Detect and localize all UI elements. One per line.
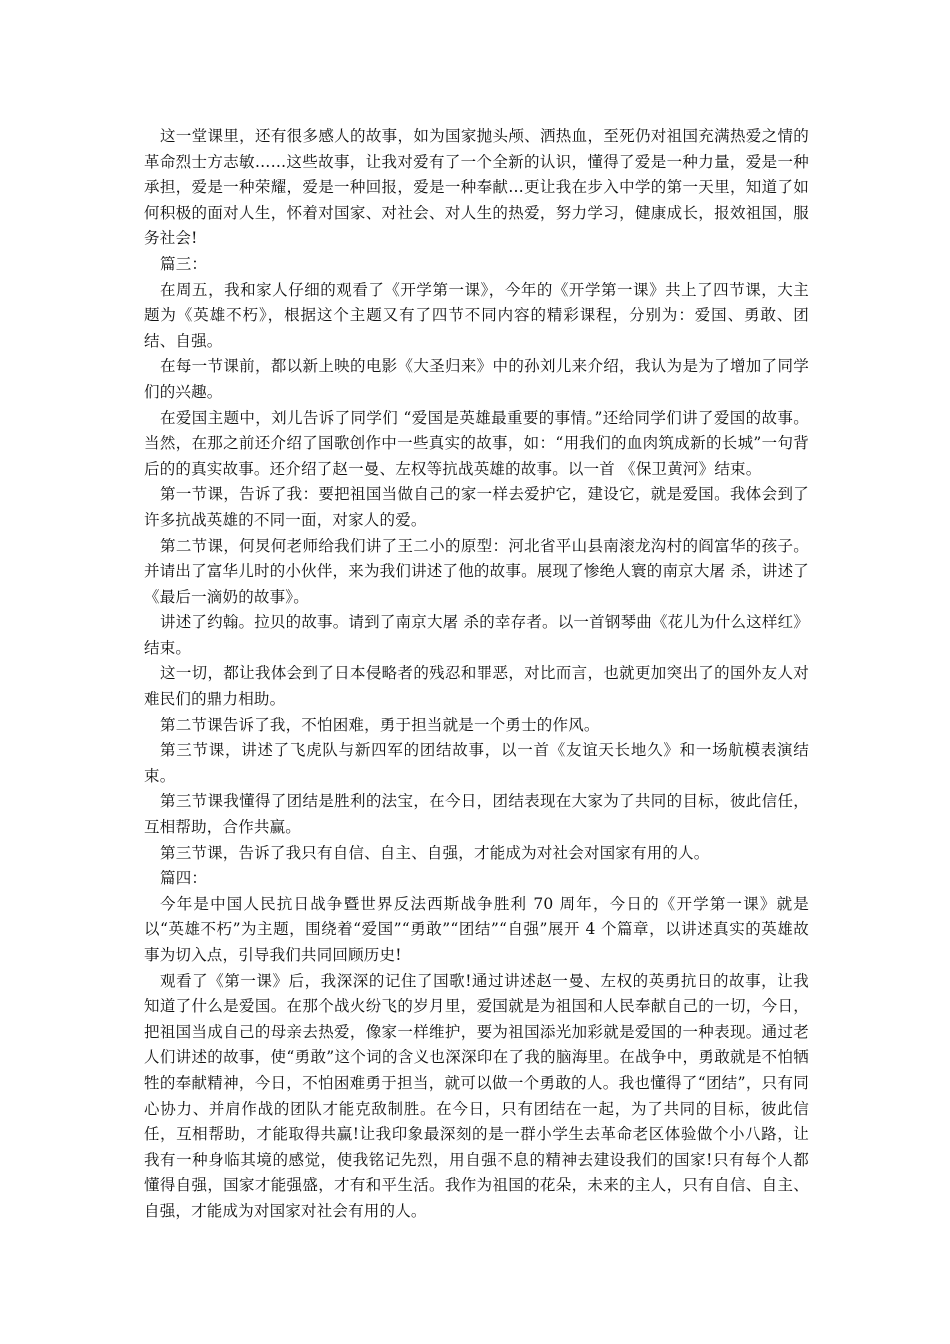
paragraph-8: 这一切，都让我体会到了日本侵略者的残忍和罪恶，对比而言，也就更加突出了的国外友人对难民们的鼎力相助。 [144, 664, 809, 709]
document-page [144, 124, 809, 1225]
section-heading-4: 篇四： [160, 869, 208, 888]
paragraph-1: 这一堂课里，还有很多感人的故事，如为国家抛头颅、洒热血，至死仍对祖国充满热爱之情的革命烈士方志敏……这些故事，让我对爱有了一个全新的认识，懂得了爱是一种力量，爱是一种承担，爱是一种荣耀，爱是一种回报，爱是一种奉献…更让我在步入中学的第一天里，知道了如何积极的面对人生，怀着对国家、对社会、对人生的热爱，努力学习，健康成长，报效祖国，服务社会! [144, 127, 809, 248]
paragraph-6: 第二节课，何炅何老师给我们讲了王二小的原型：河北省平山县南滚龙沟村的阎富华的孩子。并请出了富华儿时的小伙伴，来为我们讲述了他的故事。展现了惨绝人寰的南京大屠 杀，讲述了《最后一滴奶的故事》。 [144, 536, 809, 606]
paragraph-11: 第三节课我懂得了团结是胜利的法宝，在今日，团结表现在大家为了共同的目标，彼此信任，互相帮助，合作共赢。 [144, 792, 809, 837]
paragraph-9: 第二节课告诉了我，不怕困难，勇于担当就是一个勇士的作风。 [160, 715, 600, 734]
paragraph-4: 在爱国主题中，刘儿告诉了同学们 “爱国是英雄最重要的事情。”还给同学们讲了爱国的故事。当然，在那之前还介绍了国歌创作中一些真实的故事，如：“用我们的血肉筑成新的长城”一句背后的的真实故事。还介绍了赵一曼、左权等抗战英雄的故事。以一首 《保卫黄河》结束。 [144, 408, 809, 478]
paragraph-7: 讲述了约翰。拉贝的故事。请到了南京大屠 杀的幸存者。以一首钢琴曲《花儿为什么这样红》结束。 [144, 613, 809, 657]
paragraph-3: 在每一节课前，都以新上映的电影《大圣归来》中的孙刘儿来介绍，我认为是为了增加了同学们的兴趣。 [144, 357, 809, 401]
paragraph-12: 第三节课，告诉了我只有自信、自主、自强，才能成为对社会对国家有用的人。 [160, 843, 710, 862]
paragraph-2: 在周五，我和家人仔细的观看了《开学第一课》，今年的《开学第一课》共上了四节课，大主题为《英雄不朽》，根据这个主题又有了四节不同内容的精彩课程，分别为：爱国、勇敢、团结、自强。 [144, 280, 809, 350]
paragraph-5: 第一节课，告诉了我：要把祖国当做自己的家一样去爱护它，建设它，就是爱国。我体会到了许多抗战英雄的不同一面，对家人的爱。 [144, 485, 809, 529]
section-heading-3: 篇三： [160, 254, 208, 273]
paragraph-10: 第三节课，讲述了飞虎队与新四军的团结故事，以一首《友谊天长地久》和一场航模表演结束。 [144, 741, 809, 785]
paragraph-14: 观看了《第一课》后，我深深的记住了国歌!通过讲述赵一曼、左权的英勇抗日的故事，让我知道了什么是爱国。在那个战火纷飞的岁月里，爱国就是为祖国和人民奉献自己的一切，今日，把祖国当成自己的母亲去热爱，像家一样维护，要为祖国添光加彩就是爱国的一种表现。通过老人们讲述的故事，使“勇敢”这个词的含义也深深印在了我的脑海里。在战争中，勇敢就是不怕牺牲的奉献精神，今日，不怕困难勇于担当，就可以做一个勇敢的人。我也懂得了“团结”，只有同心协力、并肩作战的团队才能克敌制胜。在今日，只有团结在一起，为了共同的目标，彼此信任，互相帮助，才能取得共赢!让我印象最深刻的是一群小学生去革命老区体验做个小八路，让我有一种身临其境的感觉，使我铭记先烈，用自强不息的精神去建设我们的国家!只有每个人都懂得自强，国家才能强盛，才有和平生活。我作为祖国的花朵，未来的主人，只有自信、自主、自强，才能成为对国家对社会有用的人。 [144, 971, 809, 1220]
paragraph-13: 今年是中国人民抗日战争暨世界反法西斯战争胜利 70 周年，今日的《开学第一课》就是以“英雄不朽”为主题，围绕着“爱国”“勇敢”“团结”“自强”展开 4 个篇章，以讲述真实的英雄故事为切入点，引导我们共同回顾历史! [144, 894, 809, 964]
